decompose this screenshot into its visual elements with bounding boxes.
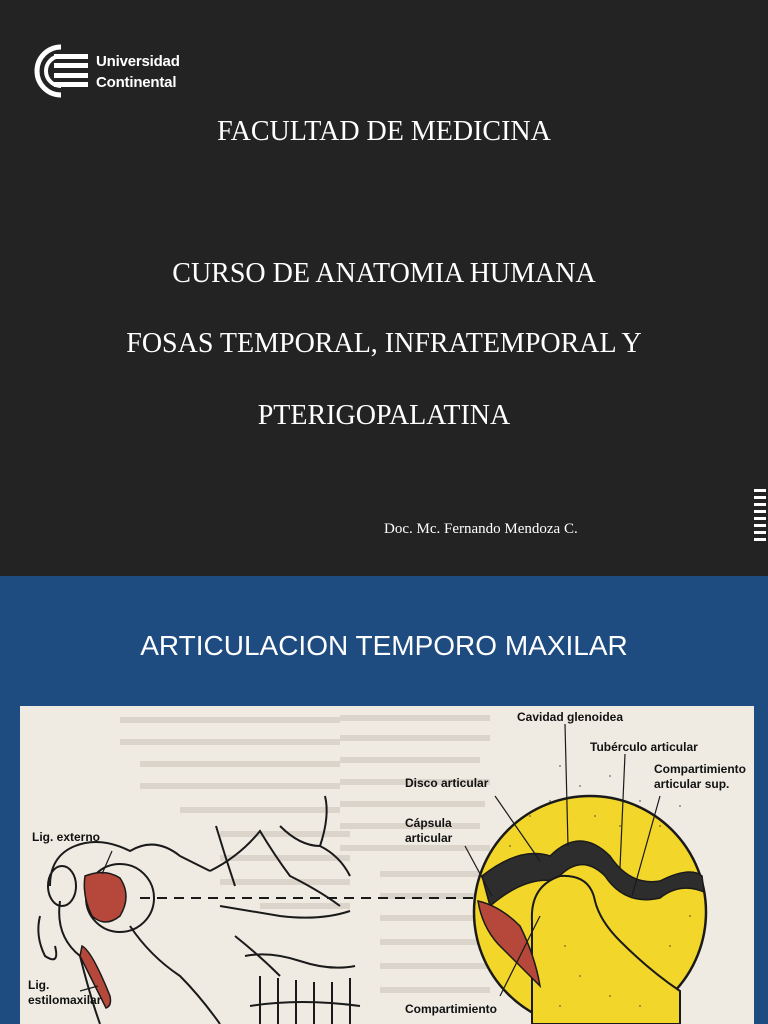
- decorative-stripes-icon: [754, 489, 766, 541]
- topic-title-line2: PTERIGOPALATINA: [257, 400, 511, 431]
- slide-title: ARTICULACION TEMPORO MAXILAR: [140, 630, 628, 661]
- tmj-anatomy-figure: [20, 706, 754, 1024]
- content-slide: [0, 576, 768, 1024]
- label-compartimiento-sup: Compartimiento articular sup.: [654, 762, 747, 791]
- faculty-title: FACULTAD DE MEDICINA: [217, 116, 551, 147]
- universidad-continental-logo-icon: [34, 44, 90, 98]
- lig-externo-shape: [84, 872, 126, 922]
- label-cavidad-glenoidea: Cavidad glenoidea: [517, 710, 624, 724]
- joint-detail-circle: [474, 765, 706, 1024]
- label-disco-articular: Disco articular: [405, 776, 489, 790]
- topic-title-line1: FOSAS TEMPORAL, INFRATEMPORAL Y: [126, 328, 642, 359]
- label-capsula-articular: Cápsula articular: [405, 816, 453, 845]
- label-compartimiento-inf: Compartimiento: [405, 1002, 498, 1016]
- label-tuberculo-articular: Tubérculo articular: [590, 740, 698, 754]
- logo-line1: Universidad: [96, 53, 180, 70]
- label-lig-externo: Lig. externo: [32, 830, 101, 844]
- university-logo: [34, 44, 184, 100]
- logo-line2: Continental: [96, 74, 177, 91]
- course-title: CURSO DE ANATOMIA HUMANA: [172, 258, 596, 289]
- label-lig-estilomaxilar: Lig. estilomaxilar: [28, 978, 102, 1007]
- logo-wordmark: [96, 51, 180, 93]
- author-name: Doc. Mc. Fernando Mendoza C.: [384, 521, 578, 537]
